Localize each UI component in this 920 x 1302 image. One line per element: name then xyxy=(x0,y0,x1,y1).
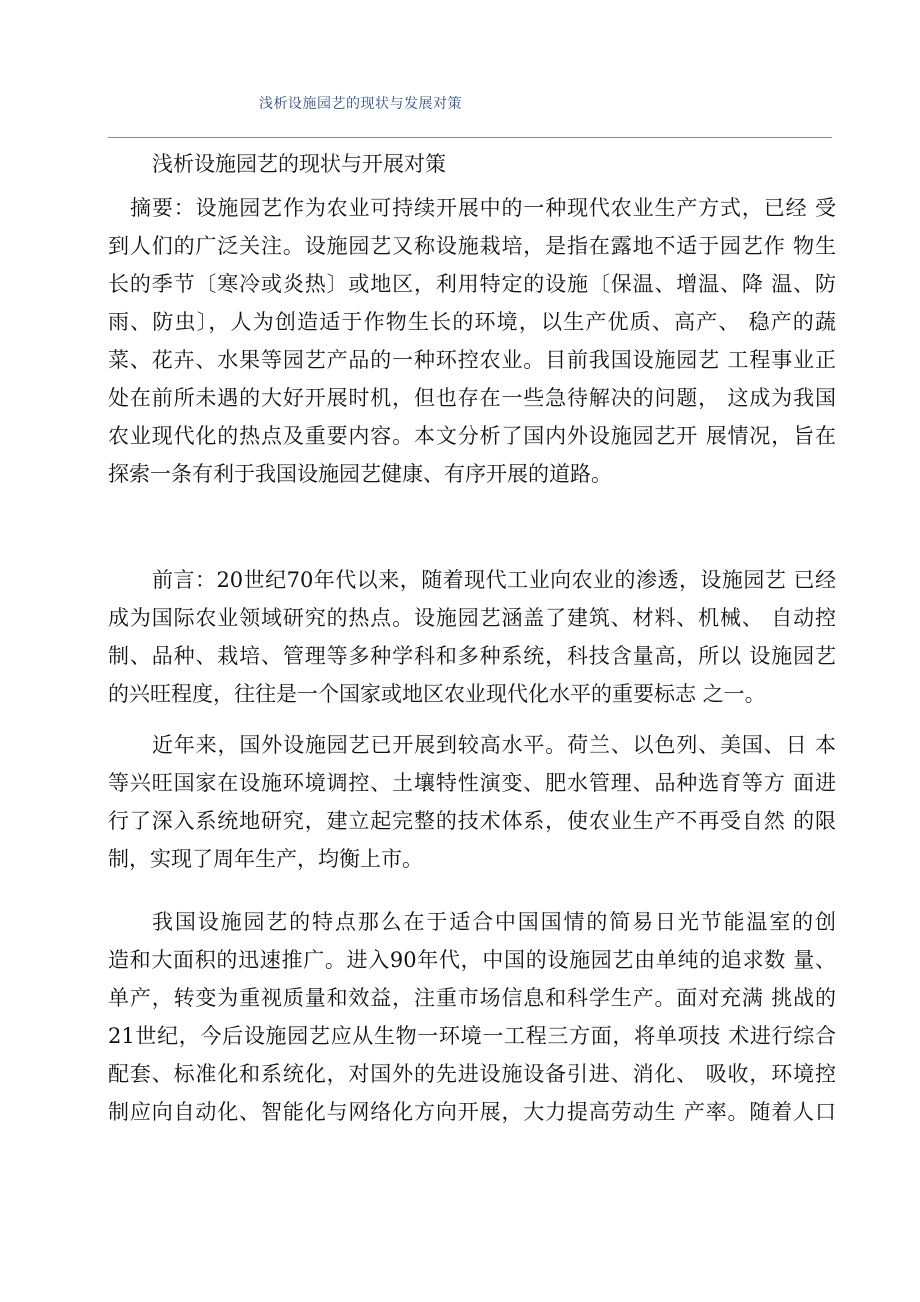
text-line: 农业现代化的热点及重要内容。本文分析了国内外设施园艺开 展情况，旨在 xyxy=(108,424,836,448)
text-line: 我国设施园艺的特点那么在于适合中国国情的简易日光节能温室的创 xyxy=(152,910,836,934)
text-line: 到人们的广泛关注。设施园艺又称设施栽培，是指在露地不适于园艺作 物生 xyxy=(108,234,836,258)
text-line: 配套、标准化和系统化，对国外的先进设施设备引进、消化、 吸收，环境控 xyxy=(108,1062,836,1086)
text-line: 制、品种、栽培、管理等多种学科和多种系统，科技含量高，所以 设施园艺 xyxy=(108,644,836,668)
paragraph-preface xyxy=(108,561,836,713)
text-line: 雨、防虫〕，人为创造适于作物生长的环境，以生产优质、高产、 稳产的蔬 xyxy=(108,310,836,334)
text-line: 的兴旺程度，往往是一个国家或地区农业现代化水平的重要标志 之一。 xyxy=(108,682,766,706)
text-line: 制，实现了周年生产，均衡上市。 xyxy=(108,847,423,871)
text-line: 探索一条有利于我国设施园艺健康、有序开展的道路。 xyxy=(108,462,612,486)
running-header: 浅析设施园艺的现状与发展对策 xyxy=(259,96,462,112)
header-divider xyxy=(108,137,832,138)
text-line: 等兴旺国家在设施环境调控、土壤特性演变、肥水管理、品种选育等方 面进 xyxy=(108,771,836,795)
text-line: 处在前所未遇的大好开展时机，但也存在一些急待解决的问题， 这成为我国 xyxy=(108,386,836,410)
text-line: 长的季节〔寒冷或炎热〕或地区，利用特定的设施〔保温、增温、降 温、防 xyxy=(108,272,836,296)
text-line: 制应向自动化、智能化与网络化方向开展，大力提高劳动生 产率。随着人口 xyxy=(108,1100,836,1124)
text-line: 成为国际农业领域研究的热点。设施园艺涵盖了建筑、材料、机械、 自动控 xyxy=(108,606,836,630)
text-line: 造和大面积的迅速推广。进入90年代，中国的设施园艺由单纯的追求数 量、 xyxy=(108,948,836,972)
document-title: 浅析设施园艺的现状与开展对策 xyxy=(152,152,446,176)
text-line: 21世纪，今后设施园艺应从生物一环境一工程三方面，将单项技 术进行综合 xyxy=(108,1024,836,1048)
text-line: 前言：20世纪70年代以来，随着现代工业向农业的渗透，设施园艺 已经 xyxy=(152,568,836,592)
text-line: 摘要：设施园艺作为农业可持续开展中的一种现代农业生产方式，已经 受 xyxy=(130,196,836,220)
text-line: 菜、花卉、水果等园艺产品的一种环控农业。目前我国设施园艺 工程事业正 xyxy=(108,348,836,372)
text-line: 行了深入系统地研究，建立起完整的技术体系，使农业生产不再受自然 的限 xyxy=(108,809,836,833)
text-line: 近年来，国外设施园艺已开展到较高水平。荷兰、以色列、美国、日 本 xyxy=(152,733,836,757)
paragraph-abstract xyxy=(108,189,836,493)
paragraph-international xyxy=(108,726,836,878)
paragraph-china xyxy=(108,903,836,1131)
text-line: 单产，转变为重视质量和效益，注重市场信息和科学生产。面对充满 挑战的 xyxy=(108,986,836,1010)
